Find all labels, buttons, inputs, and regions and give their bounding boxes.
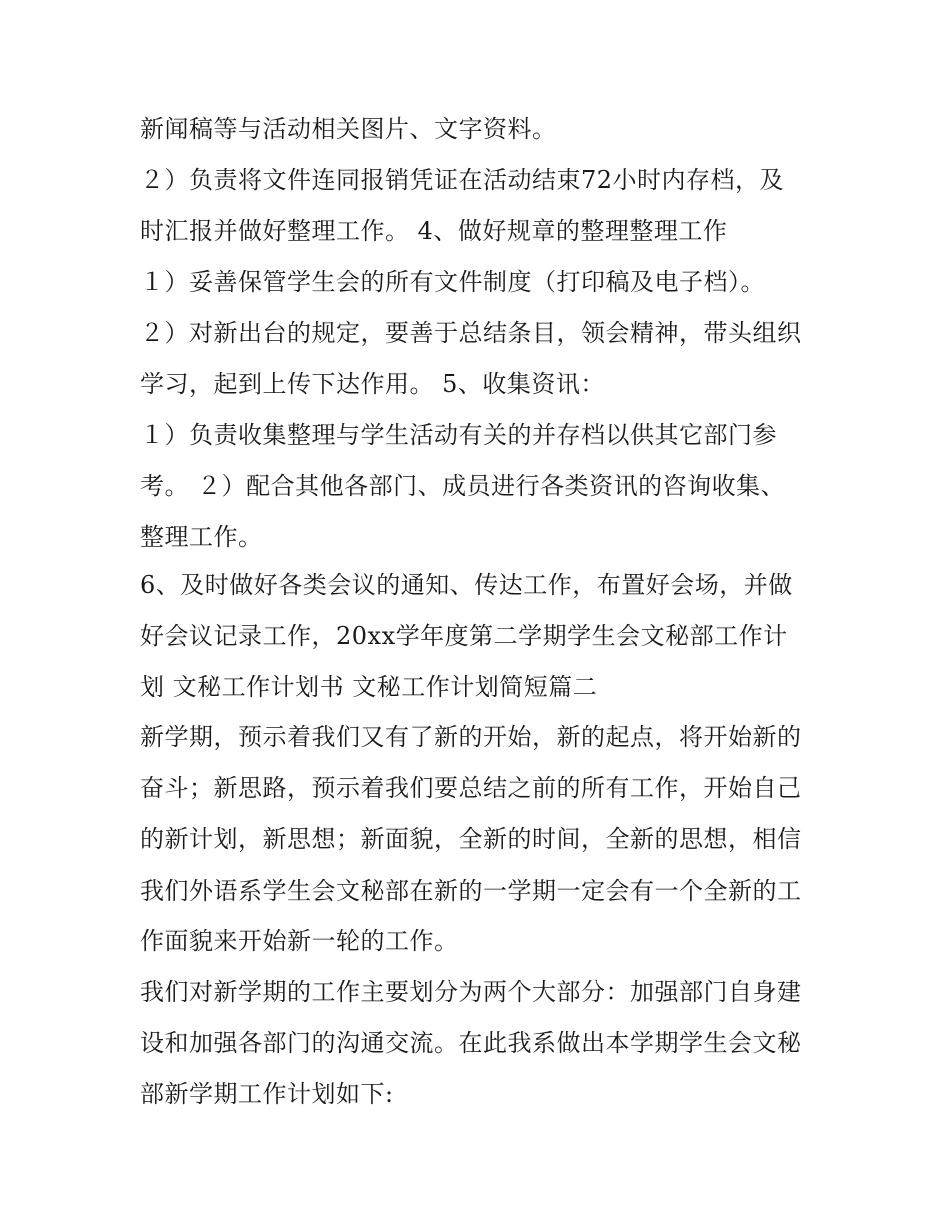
text-line: 6、及时做好各类会议的通知、传达工作，布置好会场，并做 (140, 571, 793, 599)
text-line: ２）对新出台的规定，要善于总结条目，领会精神，带头组织 (140, 319, 802, 347)
text-line: 学习，起到上传下达作用。 5、收集资讯： (140, 370, 605, 398)
text-line: 考。 ２）配合其他各部门、成员进行各类资讯的咨询收集、 (140, 472, 786, 500)
text-line: 新闻稿等与活动相关图片、文字资料。 (140, 115, 557, 143)
text-line: １）负责收集整理与学生活动有关的并存档以供其它部门参 (140, 421, 777, 449)
text-line: 划 文秘工作计划书 文秘工作计划简短篇二 (140, 673, 598, 701)
text-line: 整理工作。 (140, 523, 263, 551)
text-line: 时汇报并做好整理工作。 4、做好规章的整理整理工作 (140, 217, 728, 245)
text-line: 新学期，预示着我们又有了新的开始，新的起点，将开始新的 (140, 723, 802, 751)
text-line: 奋斗；新思路，预示着我们要总结之前的所有工作，开始自己 (140, 774, 802, 802)
text-line: 作面貌来开始新一轮的工作。 (140, 927, 459, 955)
text-line: 的新计划，新思想；新面貌，全新的时间，全新的思想，相信 (140, 825, 802, 853)
text-line: 我们对新学期的工作主要划分为两个大部分：加强部门自身建 (140, 978, 802, 1006)
text-line: ２）负责将文件连同报销凭证在活动结束72小时内存档，及 (140, 166, 785, 194)
text-line: 我们外语系学生会文秘部在新的一学期一定会有一个全新的工 (140, 877, 802, 905)
text-line: 好会议记录工作，20xx学年度第二学期学生会文秘部工作计 (140, 622, 788, 650)
text-line: １）妥善保管学生会的所有文件制度（打印稿及电子档）。 (140, 268, 765, 296)
text-line: 部新学期工作计划如下: (140, 1080, 394, 1108)
text-line: 设和加强各部门的沟通交流。在此我系做出本学期学生会文秘 (140, 1029, 802, 1057)
